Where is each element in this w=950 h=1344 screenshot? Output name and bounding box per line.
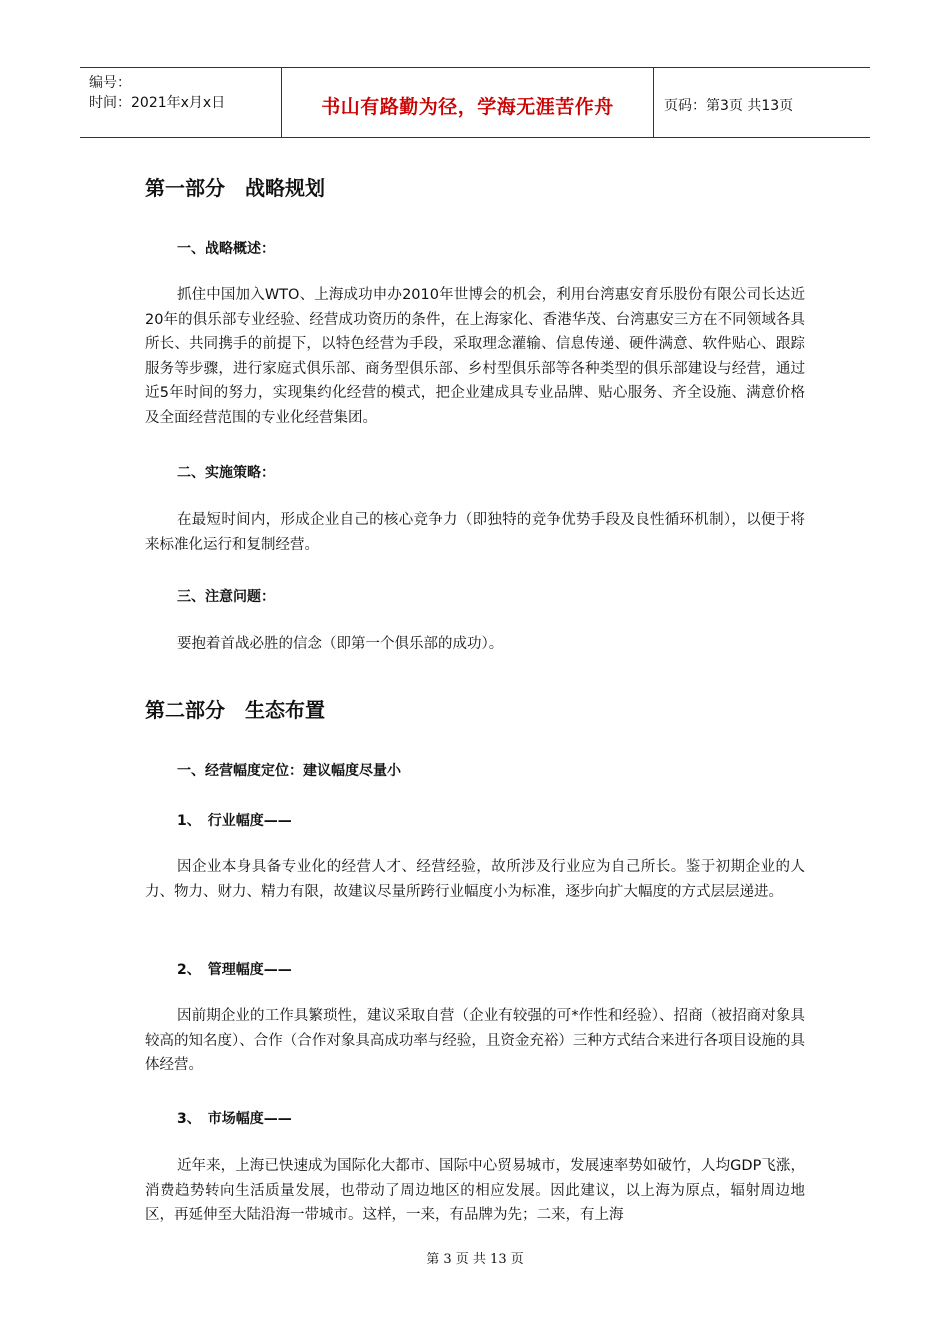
header-info-cell <box>80 68 282 137</box>
part2-i3-text: 近年来，上海已快速成为国际化大都市、国际中心贸易城市，发展速率势如破竹，人均GDP飞涨，消费趋势转向生活质量发展，也带动了周边地区的相应发展。因此建议，以上海为原点，辐射周边地区，再延伸至大陆沿海一带城市。这样，一来，有品牌为先；二来，有上海 <box>145 1158 805 1223</box>
header-table <box>80 67 870 138</box>
part1-s1-text: 抓住中国加入WTO、上海成功申办2010年世博会的机会，利用台湾惠安育乐股份有限公司长达近20年的俱乐部专业经验、经营成功资历的条件，在上海家化、香港华茂、台湾惠安三方在不同领域各具所长、共同携手的前提下，以特色经营为手段，采取理念灌输、信息传递、硬件满意、软件贴心、跟踪服务等步骤，进行家庭式俱乐部、商务型俱乐部、乡村型俱乐部等各种类型的俱乐部建设与经营，通过近5年时间的努力，实现集约化经营的模式，把企业建成具专业品牌、贴心服务、齐全设施、满意价格及全面经营范围的专业化经营集团。 <box>145 287 805 426</box>
part1-s3-text: 要抱着首战必胜的信念（即第一个俱乐部的成功）。 <box>177 636 504 652</box>
part2-i1-title: 1、 行业幅度—— <box>177 813 292 829</box>
part1-s1-title: 一、战略概述： <box>177 241 275 257</box>
part2-title: 第二部分 生态布置 <box>145 698 325 722</box>
page-footer: 第 3 页 共 13 页 <box>426 1252 524 1267</box>
header-page-cell <box>654 68 870 137</box>
page-info: 页码：第3页 共13页 <box>664 98 794 114</box>
part2-i3-title: 3、 市场幅度—— <box>177 1111 292 1127</box>
part1-s2-text: 在最短时间内，形成企业自己的核心竞争力（即独特的竞争优势手段及良性循环机制），以便于将来标准化运行和复制经营。 <box>145 512 805 553</box>
part1-title: 第一部分 战略规划 <box>145 176 325 200</box>
number-label: 编号： <box>89 75 131 91</box>
part2-i2-text: 因前期企业的工作具繁琐性，建议采取自营（企业有较强的可*作性和经验）、招商（被招商对象具较高的知名度）、合作（合作对象具高成功率与经验，且资金充裕）三种方式结合来进行各项目设施的具体经营。 <box>145 1008 805 1073</box>
part2-s1-title: 一、经营幅度定位：建议幅度尽量小 <box>177 763 401 779</box>
motto: 书山有路勤为径，学海无涯苦作舟 <box>321 96 614 118</box>
time-label: 时间：2021年x月x日 <box>89 95 226 111</box>
part1-s3-title: 三、注意问题： <box>177 589 275 605</box>
header-motto-cell <box>282 68 654 137</box>
part2-i1-text: 因企业本身具备专业化的经营人才、经营经验，故所涉及行业应为自己所长。鉴于初期企业的人力、物力、财力、精力有限，故建议尽量所跨行业幅度小为标准，逐步向扩大幅度的方式层层递进。 <box>145 859 805 900</box>
part1-s2-title: 二、实施策略： <box>177 465 275 481</box>
part2-i2-title: 2、 管理幅度—— <box>177 962 292 978</box>
